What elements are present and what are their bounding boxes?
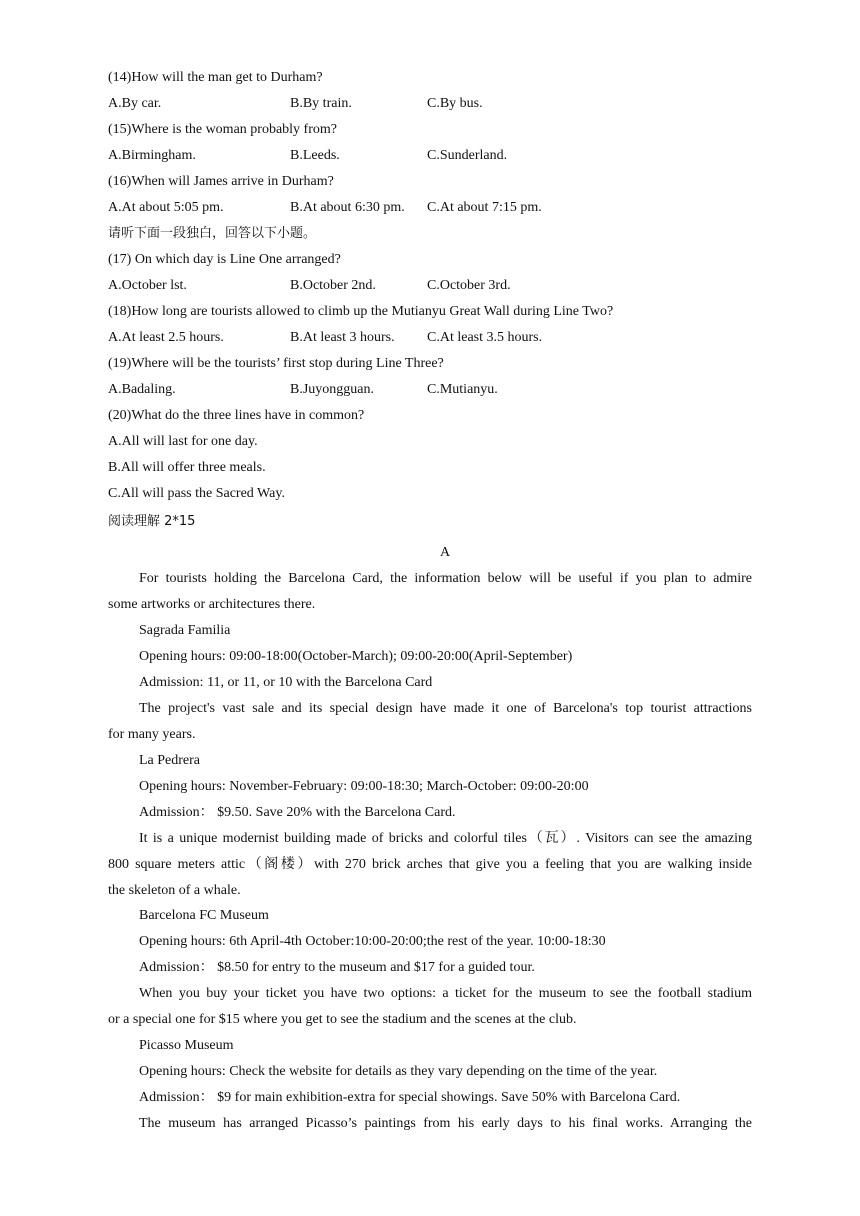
question-20: (20)What do the three lines have in common? <box>108 408 365 423</box>
option-16-a: A.At about 5:05 pm. <box>108 200 224 215</box>
option-14-b: B.By train. <box>290 96 352 111</box>
option-19-a: A.Badaling. <box>108 382 176 397</box>
option-17-b: B.October 2nd. <box>290 278 376 293</box>
picasso-desc-1: The museum has arranged Picasso’s paintings from his early days to his final works. Arranging the <box>139 1116 752 1131</box>
pedrera-title: La Pedrera <box>139 753 201 768</box>
option-14-a: A.By car. <box>108 96 162 111</box>
sagrada-desc-2: for many years. <box>108 727 196 742</box>
option-16-c: C.At about 7:15 pm. <box>427 200 542 215</box>
intro-line-1: For tourists holding the Barcelona Card, the information below will be useful if you plan to admire <box>139 571 752 586</box>
pedrera-desc-1: It is a unique modernist building made of bricks and colorful tiles（瓦）. Visitors can see the amazing <box>139 831 752 846</box>
fc-title: Barcelona FC Museum <box>139 908 269 923</box>
option-20-b: B.All will offer three meals. <box>108 460 266 475</box>
picasso-hours: Opening hours: Check the website for details as they vary depending on the time of the year. <box>139 1064 658 1079</box>
pedrera-desc-3: the skeleton of a whale. <box>108 883 241 898</box>
sagrada-desc-1: The project's vast sale and its special design have made it one of Barcelona's top tourist attractions <box>139 701 752 716</box>
option-20-a: A.All will last for one day. <box>108 434 258 449</box>
option-19-c: C.Mutianyu. <box>427 382 498 397</box>
picasso-title: Picasso Museum <box>139 1038 234 1053</box>
option-18-b: B.At least 3 hours. <box>290 330 395 345</box>
pedrera-desc-2: 800 square meters attic（阁楼）with 270 brick arches that give you a feeling that you are walking inside <box>108 857 752 872</box>
option-15-c: C.Sunderland. <box>427 148 508 163</box>
question-17: (17) On which day is Line One arranged? <box>108 252 341 267</box>
question-15: (15)Where is the woman probably from? <box>108 122 337 137</box>
option-16-b: B.At about 6:30 pm. <box>290 200 405 215</box>
option-15-a: A.Birmingham. <box>108 148 196 163</box>
fc-desc-1: When you buy your ticket you have two options: a ticket for the museum to see the football stadium <box>139 986 752 1001</box>
option-14-c: C.By bus. <box>427 96 483 111</box>
sagrada-title: Sagrada Familia <box>139 623 231 638</box>
fc-admission: Admission： $8.50 for entry to the museum and $17 for a guided tour. <box>139 960 535 975</box>
intro-line-2: some artworks or architectures there. <box>108 597 316 612</box>
question-19: (19)Where will be the tourists’ first stop during Line Three? <box>108 356 444 371</box>
option-19-b: B.Juyongguan. <box>290 382 374 397</box>
reading-header: 阅读理解 2*15 <box>108 514 196 529</box>
passage-label: A <box>439 545 451 560</box>
pedrera-hours: Opening hours: November-February: 09:00-18:30; March-October: 09:00-20:00 <box>139 779 589 794</box>
fc-hours: Opening hours: 6th April-4th October:10:00-20:00;the rest of the year. 10:00-18:30 <box>139 934 606 949</box>
fc-desc-2: or a special one for $15 where you get to see the stadium and the scenes at the club. <box>108 1012 577 1027</box>
sagrada-admission: Admission: 11, or 11, or 10 with the Barcelona Card <box>139 675 433 690</box>
option-18-a: A.At least 2.5 hours. <box>108 330 224 345</box>
option-17-c: C.October 3rd. <box>427 278 511 293</box>
option-20-c: C.All will pass the Sacred Way. <box>108 486 285 501</box>
picasso-admission: Admission： $9 for main exhibition-extra for special showings. Save 50% with Barcelona Card. <box>139 1090 681 1105</box>
sagrada-hours: Opening hours: 09:00-18:00(October-March); 09:00-20:00(April-September) <box>139 649 573 664</box>
monologue-instruction: 请听下面一段独白，回答以下小题。 <box>108 226 317 241</box>
question-18: (18)How long are tourists allowed to climb up the Mutianyu Great Wall during Line Two? <box>108 304 614 319</box>
option-18-c: C.At least 3.5 hours. <box>427 330 543 345</box>
question-14: (14)How will the man get to Durham? <box>108 70 323 85</box>
question-16: (16)When will James arrive in Durham? <box>108 174 334 189</box>
option-15-b: B.Leeds. <box>290 148 340 163</box>
option-17-a: A.October lst. <box>108 278 187 293</box>
pedrera-admission: Admission： $9.50. Save 20% with the Barcelona Card. <box>139 805 456 820</box>
